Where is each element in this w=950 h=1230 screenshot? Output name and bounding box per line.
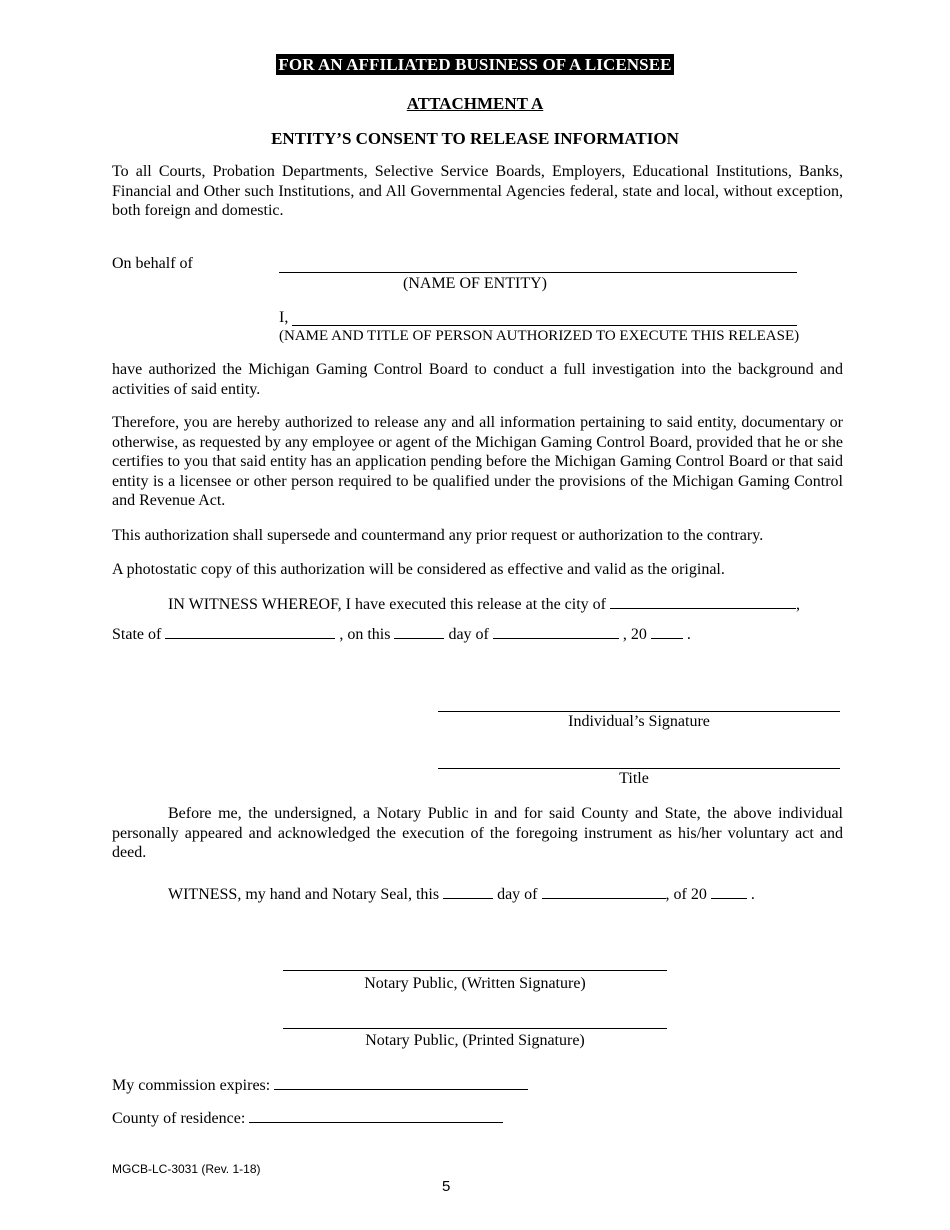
notary-printed-signature-line[interactable]: [283, 1028, 667, 1029]
witness-state-line: State of , on this day of , 20 .: [112, 626, 691, 643]
notary-year-field[interactable]: [711, 884, 747, 899]
photostatic-paragraph: A photostatic copy of this authorization will be considered as effective and valid as the original.: [112, 561, 725, 578]
county-of-residence-row: County of residence:: [112, 1108, 503, 1128]
entity-caption: (NAME OF ENTITY): [403, 275, 547, 292]
city-field[interactable]: [610, 594, 796, 609]
notary-written-signature-line[interactable]: [283, 970, 667, 971]
on-behalf-label: On behalf of: [112, 255, 193, 272]
release-paragraph: Therefore, you are hereby authorized to release any and all information pertaining to said entity, documentary or otherwise, as requested by any employee or agent of the Michigan Gaming Control Board, provided that he or she certifies to you that said entity has an application pending before the Michigan Gaming Control Board or that said entity is a licensee or other person required to be qualified under the provisions of the Michigan Gaming Control and Revenue Act.: [112, 414, 843, 509]
form-id: MGCB-LC-3031 (Rev. 1-18): [112, 1162, 261, 1176]
authorized-person-line[interactable]: [292, 325, 797, 326]
banner-title: FOR AN AFFILIATED BUSINESS OF A LICENSEE: [278, 55, 672, 74]
intro-paragraph: To all Courts, Probation Departments, Selective Service Boards, Employers, Educational Institutions, Banks, Financial and Other such Institutions, and All Governmental Agencies federal, state and local, without exception, both foreign and domestic.: [112, 163, 843, 219]
page-title: ENTITY’S CONSENT TO RELEASE INFORMATION: [271, 129, 679, 148]
commission-expires-row: My commission expires:: [112, 1075, 528, 1095]
page-number: 5: [442, 1178, 451, 1195]
individual-signature-line[interactable]: [438, 711, 840, 712]
supersede-paragraph: This authorization shall supersede and countermand any prior request or authorization to the contrary.: [112, 527, 764, 544]
title-line[interactable]: [438, 768, 840, 769]
notary-witness-line: WITNESS, my hand and Notary Seal, this day of , of 20 .: [168, 886, 755, 903]
entity-name-line[interactable]: [279, 272, 797, 273]
day-field[interactable]: [394, 624, 444, 639]
county-of-residence-field[interactable]: [249, 1108, 503, 1123]
year-field[interactable]: [651, 624, 683, 639]
state-field[interactable]: [165, 624, 335, 639]
notary-paragraph: Before me, the undersigned, a Notary Public in and for said County and State, the above individual personally appeared and acknowledged the execution of the foregoing instrument as his/her voluntary act and deed.: [112, 805, 843, 861]
notary-month-field[interactable]: [542, 884, 666, 899]
notary-written-signature-caption: Notary Public, (Written Signature): [364, 975, 586, 992]
notary-printed-signature-caption: Notary Public, (Printed Signature): [365, 1032, 585, 1049]
month-field[interactable]: [493, 624, 619, 639]
commission-expires-field[interactable]: [274, 1075, 528, 1090]
person-caption: (NAME AND TITLE OF PERSON AUTHORIZED TO EXECUTE THIS RELEASE): [279, 328, 800, 344]
title-caption: Title: [619, 770, 649, 787]
i-label: I,: [279, 309, 289, 326]
witness-city-line: IN WITNESS WHEREOF, I have executed this release at the city of ,: [168, 596, 800, 613]
notary-day-field[interactable]: [443, 884, 493, 899]
authorization-paragraph: have authorized the Michigan Gaming Control Board to conduct a full investigation into the background and activities of said entity.: [112, 361, 843, 398]
attachment-heading: ATTACHMENT A: [406, 94, 544, 113]
individual-signature-caption: Individual’s Signature: [568, 713, 710, 730]
